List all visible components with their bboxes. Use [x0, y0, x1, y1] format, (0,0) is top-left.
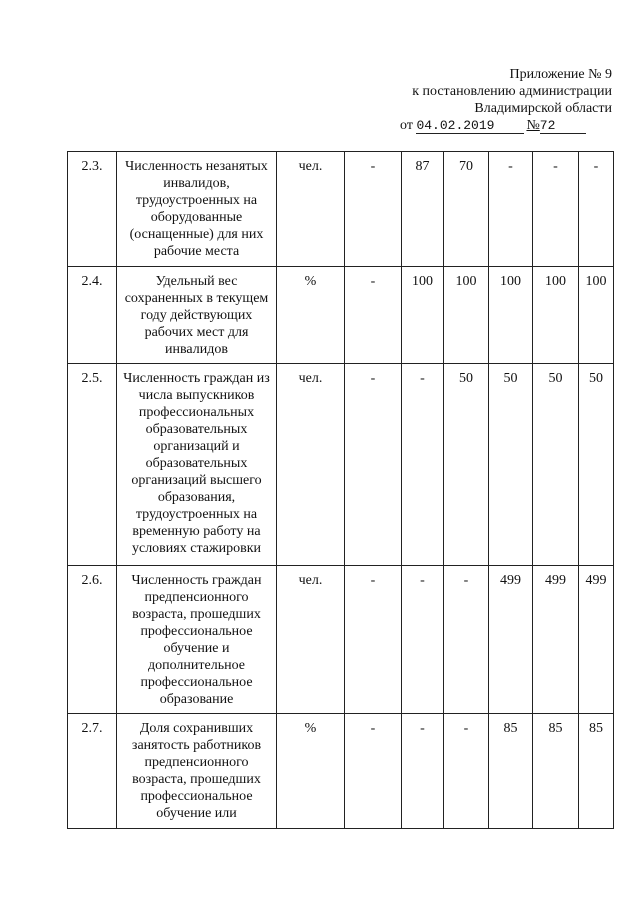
value-cell: - [489, 152, 533, 267]
indicator-name: Численность незанятых инвалидов, трудоустроенных на оборудованные (оснащенные) для них рабочие места [117, 152, 277, 267]
value-cell: 100 [489, 267, 533, 364]
indicator-name: Численность граждан из числа выпускников профессиональных образовательных организаций и образовательных организаций высшего образования, трудоустроенных на временную работу на условиях стажировки [117, 364, 277, 566]
value-cell: 499 [489, 566, 533, 714]
indicator-name: Численность граждан предпенсионного возраста, прошедших профессиональное обучение и дополнительное профессиональное образование [117, 566, 277, 714]
value-cell: 50 [444, 364, 489, 566]
value-cell: 100 [444, 267, 489, 364]
row-number: 2.5. [68, 364, 117, 566]
table-row [68, 267, 614, 364]
value-cell: 50 [579, 364, 614, 566]
table-row [68, 364, 614, 566]
value-cell: 499 [533, 566, 579, 714]
value-cell: - [402, 566, 444, 714]
unit-cell: % [277, 714, 345, 829]
row-number: 2.6. [68, 566, 117, 714]
decree-date: 04.02.2019 [416, 118, 524, 134]
value-cell: 70 [444, 152, 489, 267]
row-number: 2.4. [68, 267, 117, 364]
decree-date-number [380, 117, 612, 134]
value-cell: - [402, 364, 444, 566]
value-cell: 100 [579, 267, 614, 364]
appendix-header [380, 66, 612, 134]
indicator-name: Удельный вес сохраненных в текущем году действующих рабочих мест для инвалидов [117, 267, 277, 364]
indicators-table [67, 151, 614, 829]
unit-cell: чел. [277, 152, 345, 267]
value-cell: 85 [579, 714, 614, 829]
appendix-subtitle-1: к постановлению администрации [412, 84, 612, 99]
row-number: 2.3. [68, 152, 117, 267]
value-cell: - [444, 714, 489, 829]
value-cell: - [533, 152, 579, 267]
row-number: 2.7. [68, 714, 117, 829]
unit-cell: чел. [277, 566, 345, 714]
indicator-name: Доля сохранивших занятость работников предпенсионного возраста, прошедших профессиональное обучение или [117, 714, 277, 829]
value-cell: - [345, 714, 402, 829]
table-row [68, 566, 614, 714]
value-cell: 50 [533, 364, 579, 566]
decree-number: 72 [540, 118, 586, 134]
date-prefix: от [400, 118, 413, 133]
appendix-subtitle-2: Владимирской области [474, 101, 612, 116]
value-cell: 85 [489, 714, 533, 829]
unit-cell: % [277, 267, 345, 364]
value-cell: 87 [402, 152, 444, 267]
table-row [68, 152, 614, 267]
value-cell: 85 [533, 714, 579, 829]
value-cell: - [579, 152, 614, 267]
value-cell: 499 [579, 566, 614, 714]
value-cell: - [345, 566, 402, 714]
unit-cell: чел. [277, 364, 345, 566]
number-label: № [526, 118, 540, 133]
value-cell: - [444, 566, 489, 714]
value-cell: - [345, 152, 402, 267]
table-row [68, 714, 614, 829]
value-cell: - [402, 714, 444, 829]
value-cell: - [345, 267, 402, 364]
value-cell: 100 [533, 267, 579, 364]
appendix-title: Приложение № 9 [509, 67, 612, 82]
value-cell: 100 [402, 267, 444, 364]
value-cell: 50 [489, 364, 533, 566]
value-cell: - [345, 364, 402, 566]
